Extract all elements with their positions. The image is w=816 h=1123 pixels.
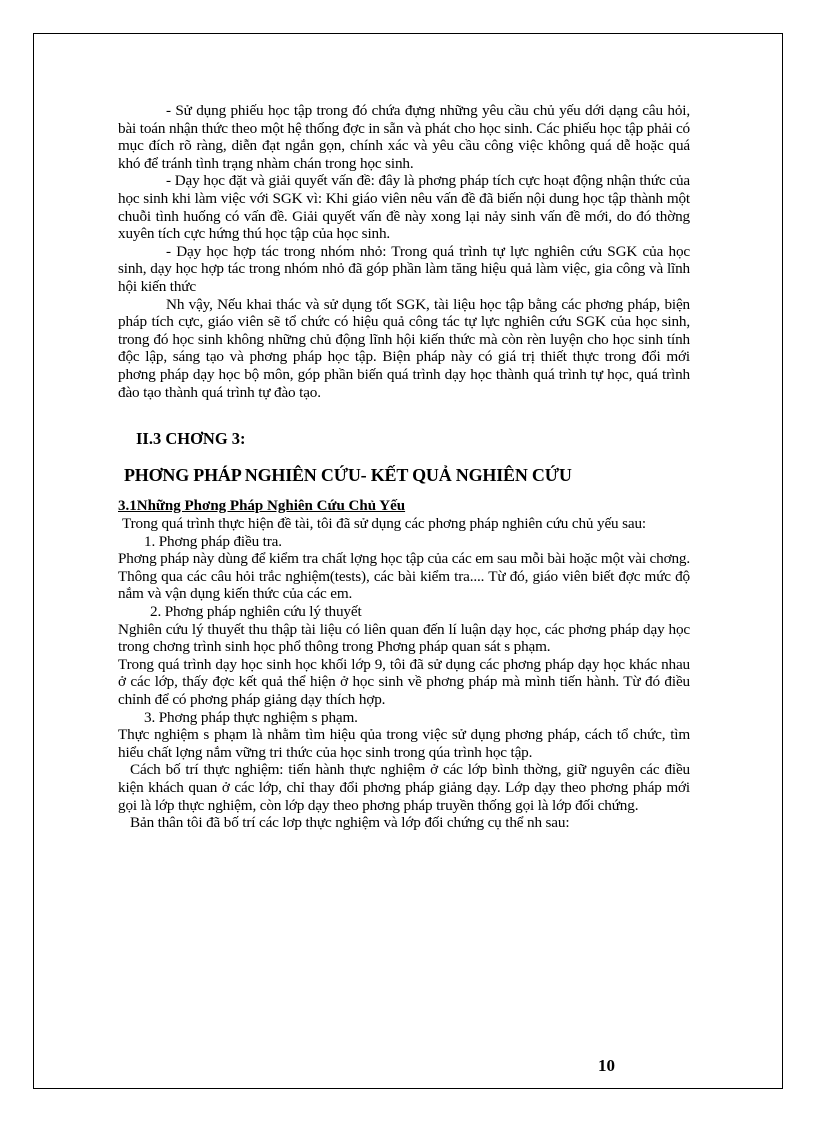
- chapter-title: PHƠNG PHÁP NGHIÊN CỨU- KẾT QUẢ NGHIÊN CỨU: [124, 465, 572, 486]
- document-body: [118, 102, 690, 832]
- section-intro: Trong quá trình thực hiện đề tài, tôi đã sử dụng các phơng pháp nghiên cứu chủ yếu sau:: [122, 515, 646, 533]
- paragraph-conclusion: Nh vậy, Nếu khai thác và sử dụng tốt SGK, tài liệu học tập bằng các phơng pháp, biện pháp tích cực, giáo viên sẽ tổ chức có hiệu quả công tác tự lực nghiên cứu SGK của học sinh, trong đó học sinh không những chủ động lĩnh hội kiến thức mà còn rèn luyện cho học sinh tính độc lập, sáng tạo và phơng pháp học tập. Biện pháp này có giá trị thiết thực trong đổi mới phơng pháp dạy học bộ môn, góp phần biến quá trình dạy học thành quá trình tự học, quá trình đào tạo thành quá trình tự đào tạo.: [118, 295, 690, 401]
- section-heading: 3.1Những Phơng Pháp Nghiên Cứu Chủ Yếu: [118, 498, 406, 515]
- chapter-heading: II.3 CHƠNG 3:: [136, 429, 246, 449]
- method2-body1: Nghiên cứu lý thuyết thu thập tài liệu có liên quan đến lí luận dạy học, các phơng pháp dạy học trong chơng trình sinh học phổ thông trong Phơng pháp quan sát s phạm.: [118, 620, 690, 656]
- experiment-arrangement: Bản thân tôi đã bố trí các lơp thực nghiệm và lớp đối chứng cụ thể nh sau:: [130, 814, 570, 832]
- method2-body2: Trong quá trình dạy học sinh học khối lớp 9, tôi đã sử dụng các phơng pháp dạy học khác nhau ở các lớp, thấy đợc kết quả thể hiện ở học sinh về phơng pháp mà mình tiến hành. Từ đó điều chỉnh để có phơng pháp giảng dạy thích hợp.: [118, 655, 690, 709]
- method3-body: Thực nghiệm s phạm là nhằm tìm hiệu qủa trong việc sử dụng phơng pháp, cách tổ chức, tìm hiểu chất lợng nắm vững tri thức của học sinh trong qúa trình học tập.: [118, 726, 690, 761]
- paragraph-worksheet: - Sử dụng phiếu học tập trong đó chứa đựng những yêu cầu chủ yếu dới dạng câu hỏi, bài toán nhận thức theo một hệ thống đợc in sẵn và phát cho học sinh. Các phiếu học tập phải có mục đích rõ ràng, diễn đạt ngắn gọn, chính xác và yêu cầu công việc không quá dễ hoặc quá khó để tránh tình trạng nhàm chán trong học sinh.: [118, 102, 690, 172]
- paragraph-problem-solving: - Dạy học đặt và giải quyết vấn đề: đây là phơng pháp tích cực hoạt động nhận thức của học sinh khi làm việc với SGK vì: Khi giáo viên nêu vấn đề đã biến nội dung học tập thành một chuỗi tình huống có vấn đề. Giải quyết vấn đề này xong lại nảy sinh vấn đề mới, do đó thờng xuyên tích cực hứng thú học tập của học sinh.: [118, 172, 690, 243]
- method3-title: 3. Phơng pháp thực nghiệm s phạm.: [144, 708, 358, 726]
- paragraph-group-learning: - Dạy học hợp tác trong nhóm nhỏ: Trong quá trình tự lực nghiên cứu SGK của học sinh, dạy học hợp tác trong nhóm nhỏ đã góp phần làm tăng hiệu quả làm việc, gia công và lĩnh hội kiến thức: [118, 242, 690, 295]
- page-number: 10: [598, 1056, 615, 1075]
- method2-title: 2. Phơng pháp nghiên cứu lý thuyết: [150, 603, 362, 621]
- experiment-layout: Cách bố trí thực nghiệm: tiến hành thực nghiệm ở các lớp bình thờng, giữ nguyên các điều kiện khách quan ở các lớp, chỉ thay đổi phơng pháp giảng dạy. Lớp dạy theo phơng pháp mới gọi là lớp thực nghiệm, còn lớp dạy theo phơng pháp truyền thống gọi là lớp đối chứng.: [118, 761, 690, 814]
- method1-title: 1. Phơng pháp điều tra.: [144, 532, 282, 550]
- method1-body: Phơng pháp này dùng để kiểm tra chất lợng học tập của các em sau mỗi bài hoặc một vài chơng. Thông qua các câu hỏi trắc nghiệm(tests), các bài kiểm tra.... Từ đó, giáo viên biết đợc mức độ nắm và vận dụng kiến thức của các em.: [118, 550, 690, 603]
